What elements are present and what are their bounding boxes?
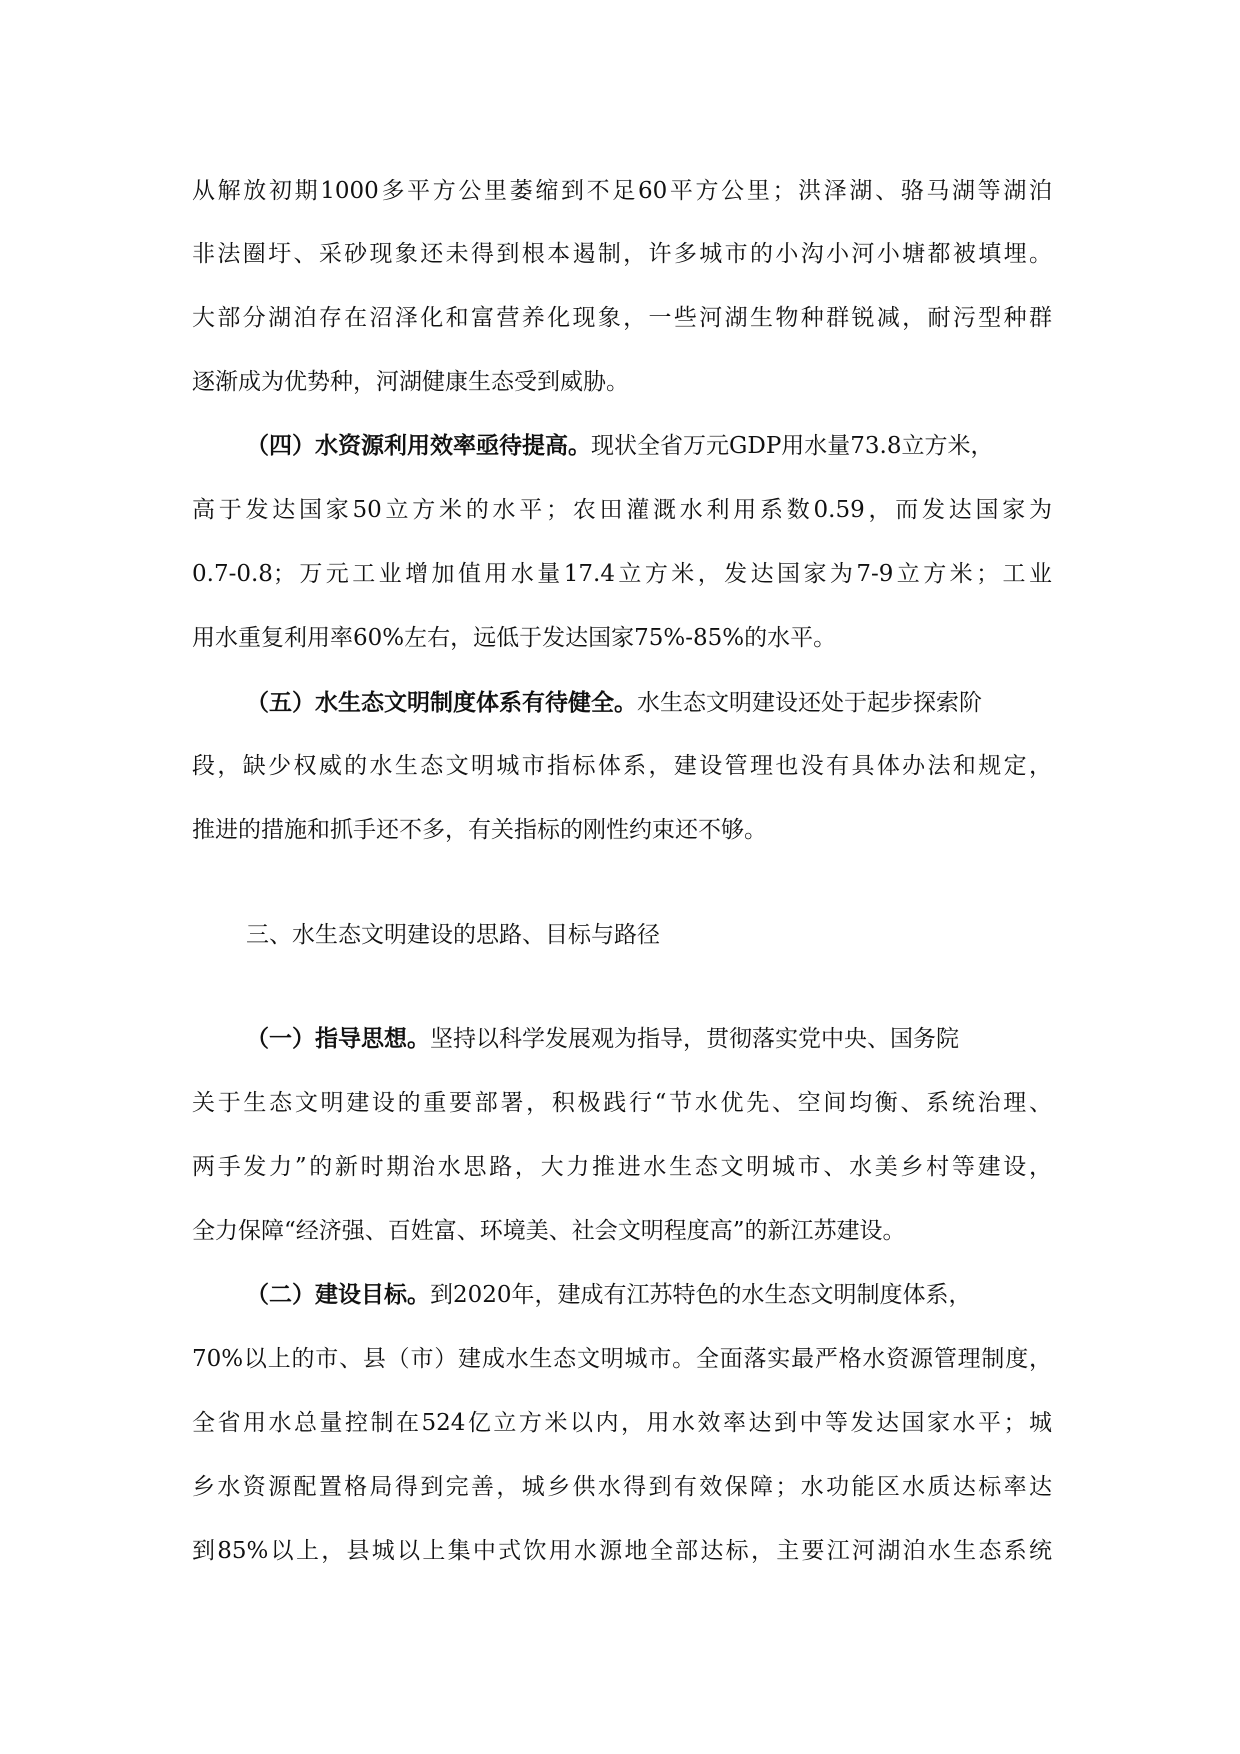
paragraph-lead: （二）建设目标。 — [246, 1282, 430, 1308]
paragraph-line: 0.7-0.8；万元工业增加值用水量17.4立方米，发达国家为7-9立方米；工业 — [192, 561, 1052, 587]
paragraph-line: 推进的措施和抓手还不多，有关指标的刚性约束还不够。 — [192, 817, 767, 843]
paragraph-line: 关于生态文明建设的重要部署，积极践行“节水优先、空间均衡、系统治理、 — [192, 1090, 1052, 1116]
section-heading: 三、水生态文明建设的思路、目标与路径 — [246, 922, 660, 948]
paragraph-line: 全省用水总量控制在524亿立方米以内，用水效率达到中等发达国家水平；城 — [192, 1410, 1052, 1436]
paragraph-line: 大部分湖泊存在沼泽化和富营养化现象，一些河湖生物种群锐减，耐污型种群 — [192, 305, 1052, 331]
paragraph-line: 用水重复利用率60%左右，远低于发达国家75%-85%的水平。 — [192, 625, 837, 651]
paragraph-line: 70%以上的市、县（市）建成水生态文明城市。全面落实最严格水资源管理制度， — [192, 1346, 1052, 1372]
paragraph-lead: （五）水生态文明制度体系有待健全。 — [246, 690, 637, 716]
paragraph-text: 到2020年，建成有江苏特色的水生态文明制度体系， — [430, 1282, 972, 1308]
paragraph-text: 坚持以科学发展观为指导，贯彻落实党中央、国务院 — [430, 1026, 959, 1052]
paragraph-first-line — [246, 1023, 959, 1055]
paragraph-line: 段，缺少权威的水生态文明城市指标体系，建设管理也没有具体办法和规定， — [192, 753, 1052, 779]
paragraph-text: 水生态文明建设还处于起步探索阶 — [637, 690, 982, 716]
paragraph-line: 高于发达国家50立方米的水平；农田灌溉水利用系数0.59，而发达国家为 — [192, 497, 1052, 523]
paragraph-first-line — [246, 687, 982, 719]
paragraph-first-line — [246, 430, 994, 462]
paragraph-line: 非法圈圩、采砂现象还未得到根本遏制，许多城市的小沟小河小塘都被填埋。 — [192, 241, 1052, 267]
paragraph-line: 从解放初期1000多平方公里萎缩到不足60平方公里；洪泽湖、骆马湖等湖泊 — [192, 178, 1052, 204]
paragraph-line: 逐渐成为优势种，河湖健康生态受到威胁。 — [192, 369, 629, 395]
paragraph-lead: （一）指导思想。 — [246, 1026, 430, 1052]
paragraph-first-line — [246, 1279, 972, 1311]
paragraph-line: 全力保障“经济强、百姓富、环境美、社会文明程度高”的新江苏建设。 — [192, 1218, 906, 1244]
paragraph-line: 乡水资源配置格局得到完善，城乡供水得到有效保障；水功能区水质达标率达 — [192, 1474, 1052, 1500]
paragraph-line: 两手发力”的新时期治水思路，大力推进水生态文明城市、水美乡村等建设， — [192, 1154, 1052, 1180]
paragraph-text: 现状全省万元GDP用水量73.8立方米， — [591, 433, 994, 459]
paragraph-lead: （四）水资源利用效率亟待提高。 — [246, 433, 591, 459]
paragraph-line: 到85%以上，县城以上集中式饮用水源地全部达标，主要江河湖泊水生态系统 — [192, 1538, 1052, 1564]
